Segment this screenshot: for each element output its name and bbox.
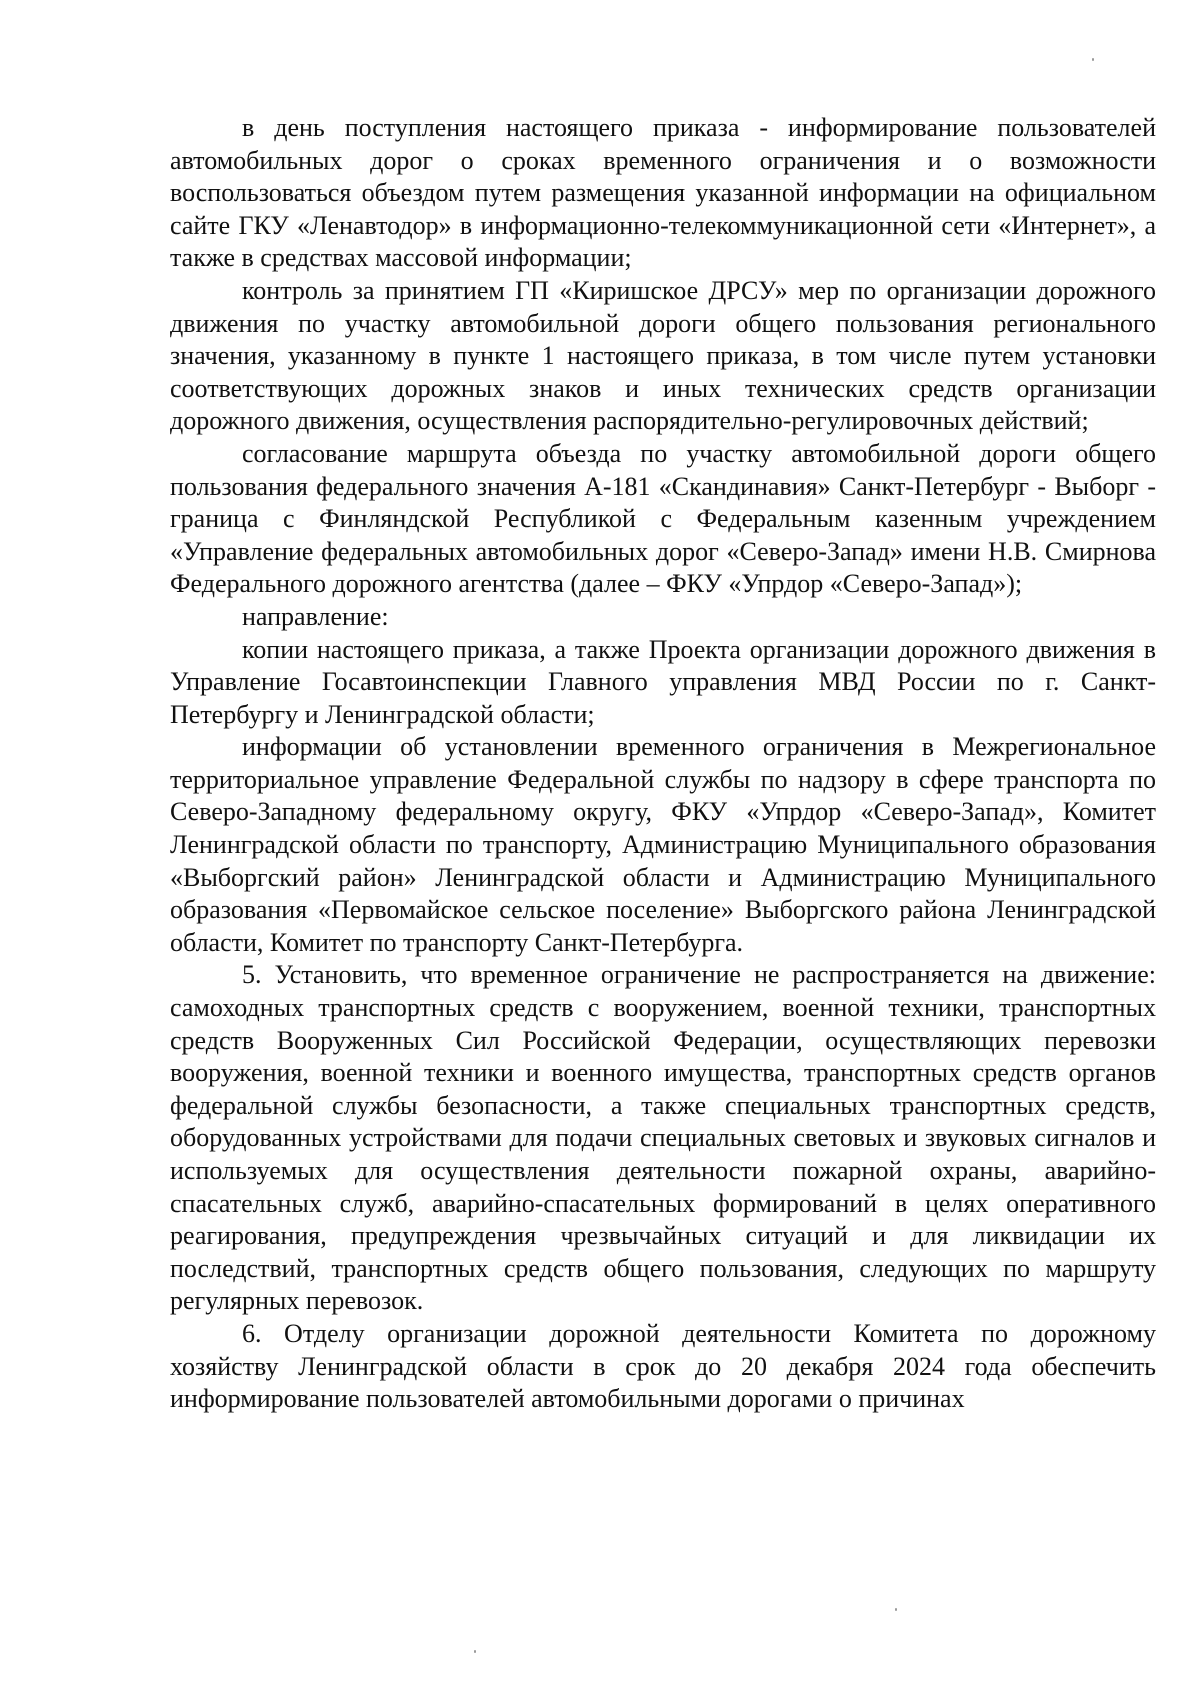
document-body bbox=[170, 112, 1156, 1416]
paragraph-item-6-department: 6. Отделу организации дорожной деятельности Комитета по дорожному хозяйству Ленинградской области в срок до 20 декабря 2024 года обеспечить информирование пользователей автомобильными дорогами о причинах bbox=[170, 1318, 1156, 1414]
paragraph-information-recipients: информации об установлении временного ограничения в Межрегиональное территориальное управление Федеральной службы по надзору в сфере транспорта по Северо-Западному федеральному округу, ФКУ «Упрдор «Северо-Запад», Комитет Ленинградской области по транспорту, Администрацию Муниципального образования «Выборгский район» Ленинградской области и Администрацию Муниципального образования «Первомайское сельское поселение» Выборгского района Ленинградской области, Комитет по транспорту Санкт-Петербурга. bbox=[170, 732, 1156, 957]
paragraph-control-measures: контроль за принятием ГП «Киришское ДРСУ» мер по организации дорожного движения по участку автомобильной дороги общего пользования регионального значения, указанному в пункте 1 настоящего приказа, в том числе путем установки соответствующих дорожных знаков и иных технических средств организации дорожного движения, осуществления распорядительно-регулировочных действий; bbox=[170, 275, 1156, 436]
paragraph-detour-approval: согласование маршрута объезда по участку автомобильной дороги общего пользования федерального значения А-181 «Скандинавия» Санкт-Петербург - Выборг - граница с Финляндской Республикой с Федеральным казенным учреждением «Управление федеральных автомобильных дорог «Северо-Запад» имени Н.В. Смирнова Федерального дорожного агентства (далее – ФКУ «Упрдор «Северо-Запад»); bbox=[170, 438, 1156, 599]
paragraph-inform-users: в день поступления настоящего приказа - информирование пользователей автомобильных дорог о сроках временного ограничения и о возможности воспользоваться объездом путем размещения указанной информации на официальном сайте ГКУ «Ленавтодор» в информационно-телекоммуникационной сети «Интернет», а также в средствах массовой информации; bbox=[170, 113, 1156, 273]
scan-speck bbox=[895, 1608, 897, 1611]
paragraph-sending-heading: направление: bbox=[242, 601, 389, 631]
paragraph-copies: копии настоящего приказа, а также Проекта организации дорожного движения в Управление Госавтоинспекции Главного управления МВД России по г. Санкт-Петербургу и Ленинградской области; bbox=[170, 634, 1156, 729]
scan-speck bbox=[474, 1650, 476, 1653]
paragraph-item-5-exemptions: 5. Установить, что временное ограничение не распространяется на движение: самоходных транспортных средств с вооружением, военной техники, транспортных средств Вооруженных Сил Российской Федерации, осуществляющих перевозки вооружения, военной техники и военного имущества, транспортных средств органов федеральной службы безопасности, а также специальных транспортных средств, оборудованных устройствами для подачи специальных световых и звуковых сигналов и используемых для осуществления деятельности пожарной охраны, аварийно-спасательных служб, аварийно-спасательных формирований в целях оперативного реагирования, предупреждения чрезвычайных ситуаций и для ликвидации их последствий, транспортных средств общего пользования, следующих по маршруту регулярных перевозок. bbox=[170, 960, 1156, 1316]
scan-speck bbox=[1092, 58, 1094, 61]
